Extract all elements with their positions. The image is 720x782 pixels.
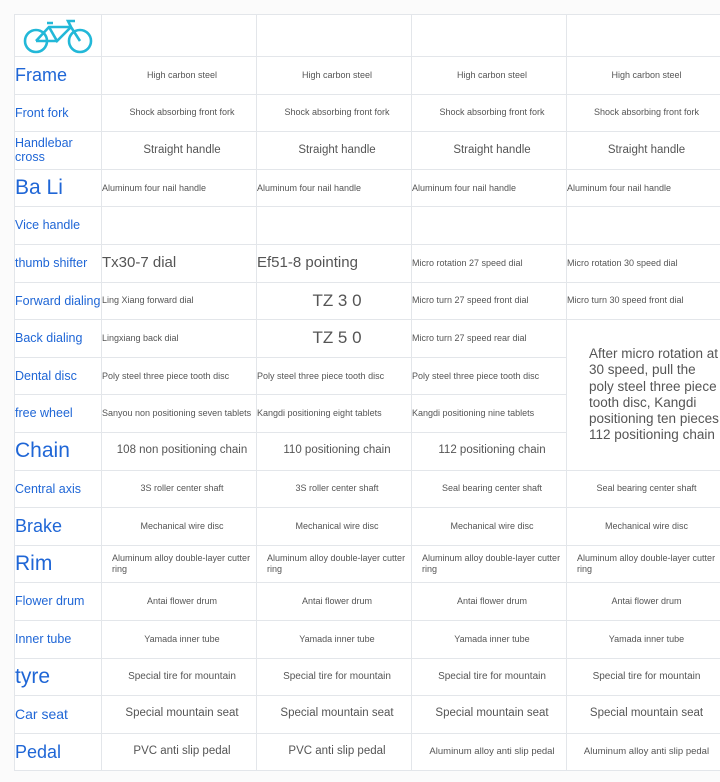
row-label: Dental disc <box>15 357 102 395</box>
table-cell: Shock absorbing front fork <box>102 94 257 132</box>
column-header: 27 speed upgrade <box>412 15 567 57</box>
table-cell: Aluminum four nail handle <box>412 169 567 207</box>
table-cell: PVC anti slip pedal <box>102 733 257 771</box>
table-row <box>15 320 720 358</box>
table-cell: Micro turn 30 speed front dial <box>567 282 720 320</box>
table-row <box>15 169 720 207</box>
row-label: Handlebar cross <box>15 132 102 170</box>
row-label: free wheel <box>15 395 102 433</box>
empty-cell <box>102 207 257 245</box>
empty-cell <box>257 207 412 245</box>
row-label: Forward dialing <box>15 282 102 320</box>
table-cell: High carbon steel <box>257 57 412 95</box>
table-cell: Special mountain seat <box>257 696 412 734</box>
table-row <box>15 696 720 734</box>
table-cell: Shock absorbing front fork <box>412 94 567 132</box>
table-cell: Straight handle <box>102 132 257 170</box>
table-cell: Ling Xiang forward dial <box>102 282 257 320</box>
table-cell: 110 positioning chain <box>257 432 412 470</box>
table-cell: Aluminum four nail handle <box>257 169 412 207</box>
table-cell: Special mountain seat <box>102 696 257 734</box>
table-cell: Straight handle <box>567 132 720 170</box>
table-cell: Antai flower drum <box>567 583 720 621</box>
table-cell: Special mountain seat <box>412 696 567 734</box>
table-row <box>15 57 720 95</box>
table-cell: Special tire for mountain <box>102 658 257 696</box>
table-cell: Aluminum alloy double-layer cutter ring <box>102 545 257 583</box>
table-cell: Special tire for mountain <box>257 658 412 696</box>
row-label: Pedal <box>15 733 102 771</box>
table-cell: Straight handle <box>257 132 412 170</box>
header-row <box>15 15 720 57</box>
table-cell: 112 positioning chain <box>412 432 567 470</box>
table-row <box>15 658 720 696</box>
table-cell: Poly steel three piece tooth disc <box>257 357 412 395</box>
table-cell: Micro turn 27 speed rear dial <box>412 320 567 358</box>
table-cell: Special mountain seat <box>567 696 720 734</box>
bicycle-icon <box>19 17 97 55</box>
empty-cell <box>412 207 567 245</box>
table-cell: Aluminum four nail handle <box>567 169 720 207</box>
table-cell: Antai flower drum <box>412 583 567 621</box>
row-label: Front fork <box>15 94 102 132</box>
table-cell: High carbon steel <box>102 57 257 95</box>
table-row <box>15 508 720 546</box>
row-label: Rim <box>15 545 102 583</box>
table-row <box>15 470 720 508</box>
column-header: 24 speed standard <box>257 15 412 57</box>
table-cell: PVC anti slip pedal <box>257 733 412 771</box>
deluxe-merged-cell: After micro rotation at 30 speed, pull the poly steel three piece tooth disc, Kangdi positioning ten pieces 112 positioning chain <box>567 320 720 470</box>
row-label: Flower drum <box>15 583 102 621</box>
logo-cell <box>15 15 102 57</box>
row-label: thumb shifter <box>15 244 102 282</box>
table-cell: Lingxiang back dial <box>102 320 257 358</box>
table-row <box>15 583 720 621</box>
table-cell: TZ 5 0 <box>257 320 412 358</box>
row-label: Back dialing <box>15 320 102 358</box>
table-cell: Aluminum alloy anti slip pedal <box>412 733 567 771</box>
empty-cell <box>567 207 720 245</box>
table-cell: Yamada inner tube <box>567 620 720 658</box>
table-cell: Yamada inner tube <box>412 620 567 658</box>
table-cell: Shock absorbing front fork <box>567 94 720 132</box>
table-cell: Kangdi positioning nine tablets <box>412 395 567 433</box>
row-label: Vice handle <box>15 207 102 245</box>
table-cell: 3S roller center shaft <box>102 470 257 508</box>
table-cell: Mechanical wire disc <box>257 508 412 546</box>
row-label: Car seat <box>15 696 102 734</box>
table-cell: Seal bearing center shaft <box>412 470 567 508</box>
table-row <box>15 132 720 170</box>
table-cell: Antai flower drum <box>257 583 412 621</box>
table-cell: Antai flower drum <box>102 583 257 621</box>
spec-table <box>14 14 720 771</box>
column-header: 30 speed Deluxe <box>567 15 720 57</box>
table-row <box>15 207 720 245</box>
table-cell: Aluminum four nail handle <box>102 169 257 207</box>
table-cell: 3S roller center shaft <box>257 470 412 508</box>
table-cell: Mechanical wire disc <box>567 508 720 546</box>
table-cell: Straight handle <box>412 132 567 170</box>
table-cell: Mechanical wire disc <box>412 508 567 546</box>
table-cell: Mechanical wire disc <box>102 508 257 546</box>
table-cell: Poly steel three piece tooth disc <box>102 357 257 395</box>
row-label: Brake <box>15 508 102 546</box>
table-cell: Special tire for mountain <box>412 658 567 696</box>
row-label: Central axis <box>15 470 102 508</box>
table-cell: Shock absorbing front fork <box>257 94 412 132</box>
table-cell: Tx30-7 dial <box>102 244 257 282</box>
table-cell: Aluminum alloy double-layer cutter ring <box>257 545 412 583</box>
table-cell: Poly steel three piece tooth disc <box>412 357 567 395</box>
table-row <box>15 282 720 320</box>
table-row <box>15 244 720 282</box>
table-cell: High carbon steel <box>567 57 720 95</box>
table-cell: Micro rotation 27 speed dial <box>412 244 567 282</box>
table-cell: Special tire for mountain <box>567 658 720 696</box>
column-header: 21 speed basic <box>102 15 257 57</box>
row-label: Chain <box>15 432 102 470</box>
table-cell: High carbon steel <box>412 57 567 95</box>
table-cell: Yamada inner tube <box>102 620 257 658</box>
table-cell: Seal bearing center shaft <box>567 470 720 508</box>
table-cell: Kangdi positioning eight tablets <box>257 395 412 433</box>
table-cell: Micro rotation 30 speed dial <box>567 244 720 282</box>
row-label: Ba Li <box>15 169 102 207</box>
row-label: Frame <box>15 57 102 95</box>
table-cell: TZ 3 0 <box>257 282 412 320</box>
table-cell: Aluminum alloy double-layer cutter ring <box>412 545 567 583</box>
table-cell: Sanyou non positioning seven tablets <box>102 395 257 433</box>
table-cell: Ef51-8 pointing <box>257 244 412 282</box>
table-cell: Aluminum alloy double-layer cutter ring <box>567 545 720 583</box>
table-row <box>15 545 720 583</box>
table-cell: Yamada inner tube <box>257 620 412 658</box>
row-label: Inner tube <box>15 620 102 658</box>
table-row <box>15 620 720 658</box>
table-cell: 108 non positioning chain <box>102 432 257 470</box>
table-cell: Aluminum alloy anti slip pedal <box>567 733 720 771</box>
table-row <box>15 94 720 132</box>
row-label: tyre <box>15 658 102 696</box>
table-cell: Micro turn 27 speed front dial <box>412 282 567 320</box>
table-row <box>15 733 720 771</box>
